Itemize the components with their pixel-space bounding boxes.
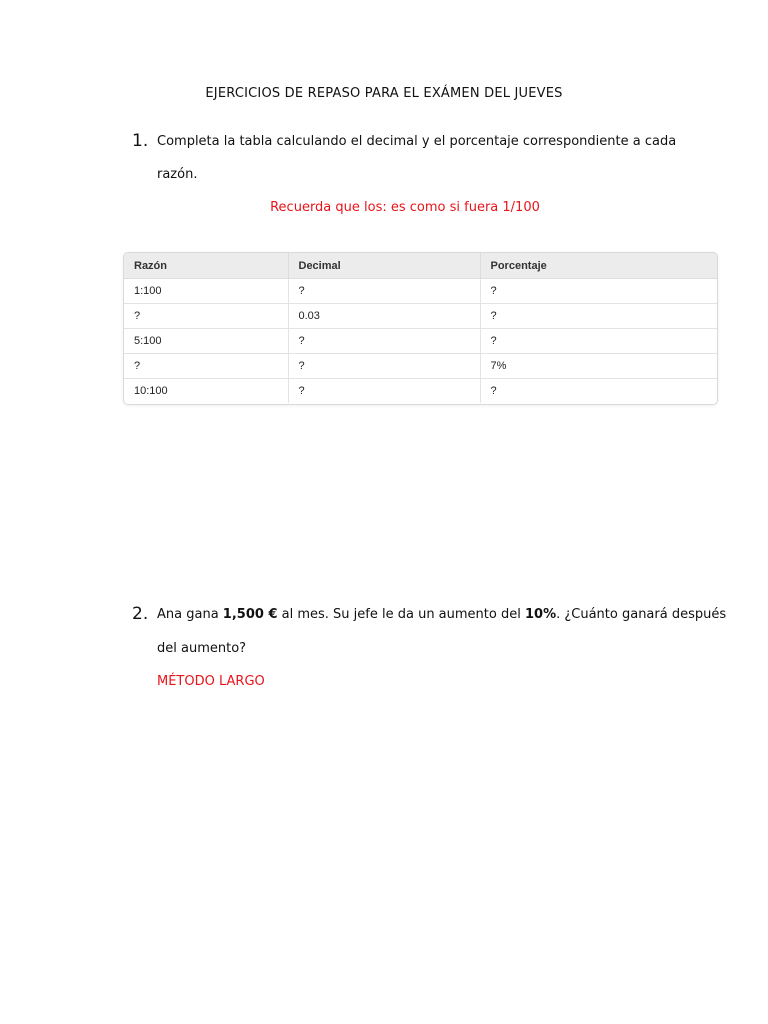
raise-percent: 10%	[524, 607, 557, 622]
question-1-text-line-2: razón.	[157, 167, 198, 182]
table-row	[124, 279, 717, 304]
cell-razon: 1:100	[124, 279, 288, 304]
table-row	[124, 379, 717, 404]
cell-porcentaje: 7%	[480, 354, 717, 379]
cell-decimal: ?	[288, 354, 480, 379]
header-porcentaje: Porcentaje	[480, 253, 717, 279]
table-row	[124, 304, 717, 329]
question-2-part-1: Ana gana	[157, 607, 223, 622]
method-label: MÉTODO LARGO	[157, 674, 265, 689]
question-2-part-2: al mes. Su jefe le da un aumento del	[277, 607, 525, 622]
cell-decimal: ?	[288, 279, 480, 304]
question-1-text-line-1: Completa la tabla calculando el decimal y el porcentaje correspondiente a cada	[157, 134, 677, 149]
question-1-number: 1.	[132, 131, 149, 151]
page-title: EJERCICIOS DE REPASO PARA EL EXÁMEN DEL JUEVES	[205, 86, 563, 101]
table-header-row	[124, 253, 717, 279]
header-decimal: Decimal	[288, 253, 480, 279]
question-2-number: 2.	[132, 604, 149, 624]
salary-amount: 1,500 €	[222, 607, 278, 622]
cell-razon: 5:100	[124, 329, 288, 354]
cell-decimal: ?	[288, 329, 480, 354]
cell-razon: 10:100	[124, 379, 288, 404]
table-row	[124, 354, 717, 379]
cell-razon: ?	[124, 304, 288, 329]
cell-decimal: ?	[288, 379, 480, 404]
cell-porcentaje: ?	[490, 385, 497, 397]
cell-porcentaje: ?	[480, 279, 717, 304]
header-razon: Razón	[124, 253, 288, 279]
reminder-note: Recuerda que los: es como si fuera 1/100	[270, 200, 540, 215]
cell-razon: ?	[124, 354, 288, 379]
question-2-text-line-2: del aumento?	[157, 641, 247, 656]
question-2-text-line-1	[157, 607, 726, 623]
question-2-part-3: . ¿Cuánto ganará después	[556, 607, 727, 622]
ratio-table	[123, 252, 718, 405]
table-row	[124, 329, 717, 354]
cell-decimal: 0.03	[288, 304, 480, 329]
cell-porcentaje: ?	[480, 304, 717, 329]
cell-porcentaje: ?	[480, 329, 717, 354]
